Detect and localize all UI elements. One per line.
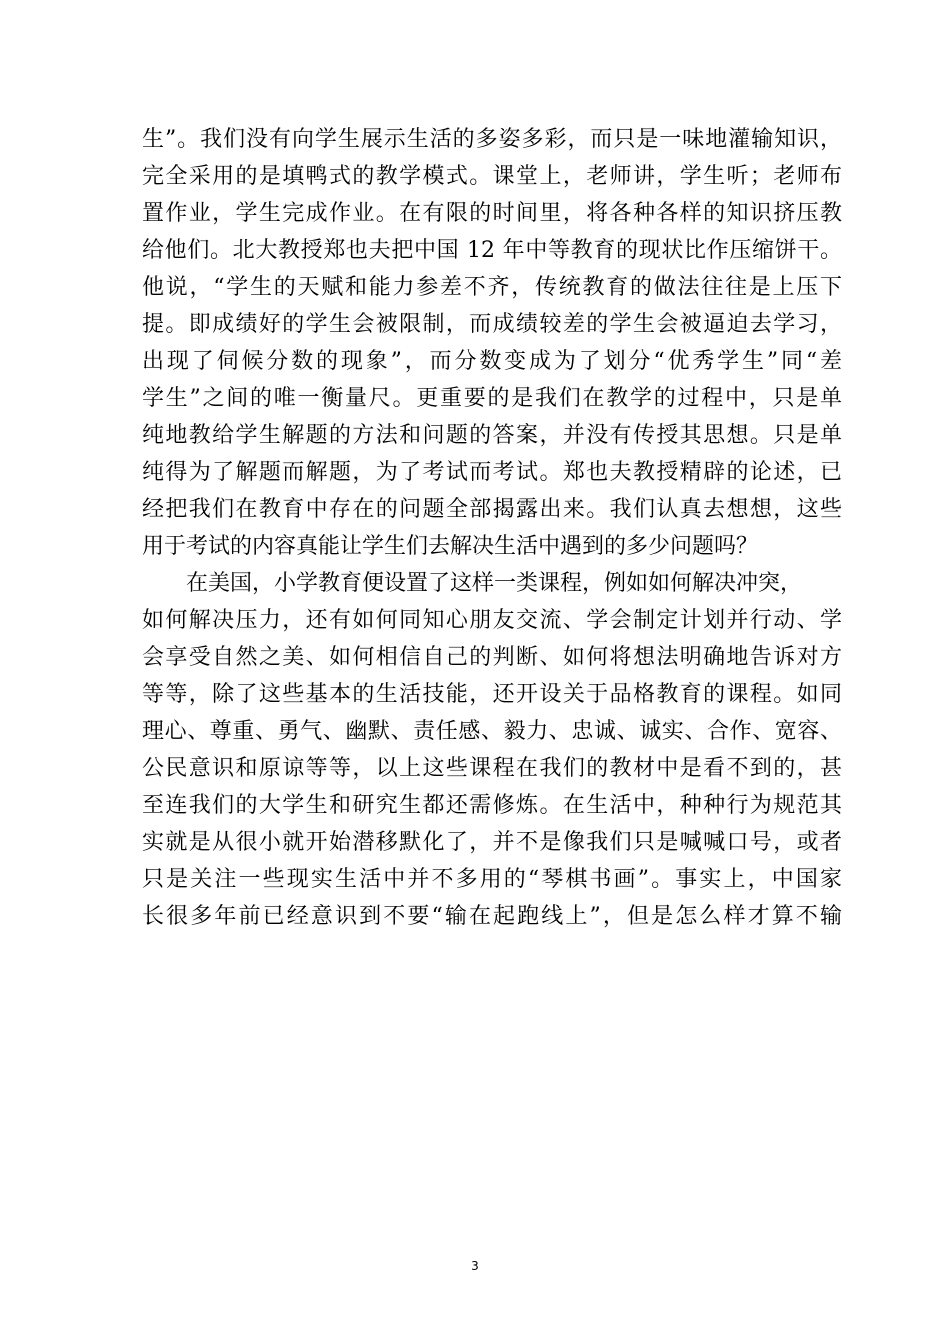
text-line: 给他们。北大教授郑也夫把中国 12 年中等教育的现状比作压缩饼干。 xyxy=(142,238,842,263)
text-line: 会享受自然之美、如何相信自己的判断、如何将想法明确地告诉对方 xyxy=(142,645,842,670)
text-line: 出现了伺候分数的现象”，而分数变成为了划分“优秀学生”同“差 xyxy=(142,349,842,374)
text-line: 至连我们的大学生和研究生都还需修炼。在生活中，种种行为规范其 xyxy=(142,793,842,818)
text-line: 经把我们在教育中存在的问题全部揭露出来。我们认真去想想，这些 xyxy=(142,497,842,522)
text-line: 等等，除了这些基本的生活技能，还开设关于品格教育的课程。如同 xyxy=(142,682,842,707)
text-line: 置作业，学生完成作业。在有限的时间里，将各种各样的知识挤压教 xyxy=(142,201,842,226)
text-line: 实就是从很小就开始潜移默化了，并不是像我们只是喊喊口号，或者 xyxy=(142,830,842,855)
text-line: 纯地教给学生解题的方法和问题的答案，并没有传授其思想。只是单 xyxy=(142,423,842,448)
text-line: 长很多年前已经意识到不要“输在起跑线上”，但是怎么样才算不输 xyxy=(142,904,842,929)
text-line: 完全采用的是填鸭式的教学模式。课堂上，老师讲，学生听；老师布 xyxy=(142,164,842,189)
text-line: 生”。我们没有向学生展示生活的多姿多彩，而只是一味地灌输知识， xyxy=(142,127,842,152)
document-body xyxy=(142,121,842,935)
text-line: 公民意识和原谅等等，以上这些课程在我们的教材中是看不到的，甚 xyxy=(142,756,842,781)
page-number: 3 xyxy=(471,1259,479,1273)
text-line: 只是关注一些现实生活中并不多用的“琴棋书画”。事实上，中国家 xyxy=(142,867,842,892)
text-line: 提。即成绩好的学生会被限制，而成绩较差的学生会被逼迫去学习， xyxy=(142,312,842,337)
text-line: 他说，“学生的天赋和能力参差不齐，传统教育的做法往往是上压下 xyxy=(142,275,842,300)
text-line: 在美国，小学教育便设置了这样一类课程，例如如何解决冲突， xyxy=(186,571,803,596)
paragraph-1 xyxy=(142,121,842,565)
text-line: 理心、尊重、勇气、幽默、责任感、毅力、忠诚、诚实、合作、宽容、 xyxy=(142,719,842,744)
text-line: 纯得为了解题而解题，为了考试而考试。郑也夫教授精辟的论述，已 xyxy=(142,460,842,485)
paragraph-2 xyxy=(142,565,842,935)
text-line: 如何解决压力，还有如何同知心朋友交流、学会制定计划并行动、学 xyxy=(142,608,842,633)
text-line: 学生”之间的唯一衡量尺。更重要的是我们在教学的过程中，只是单 xyxy=(142,386,842,411)
text-line: 用于考试的内容真能让学生们去解决生活中遇到的多少问题吗？ xyxy=(142,534,759,559)
